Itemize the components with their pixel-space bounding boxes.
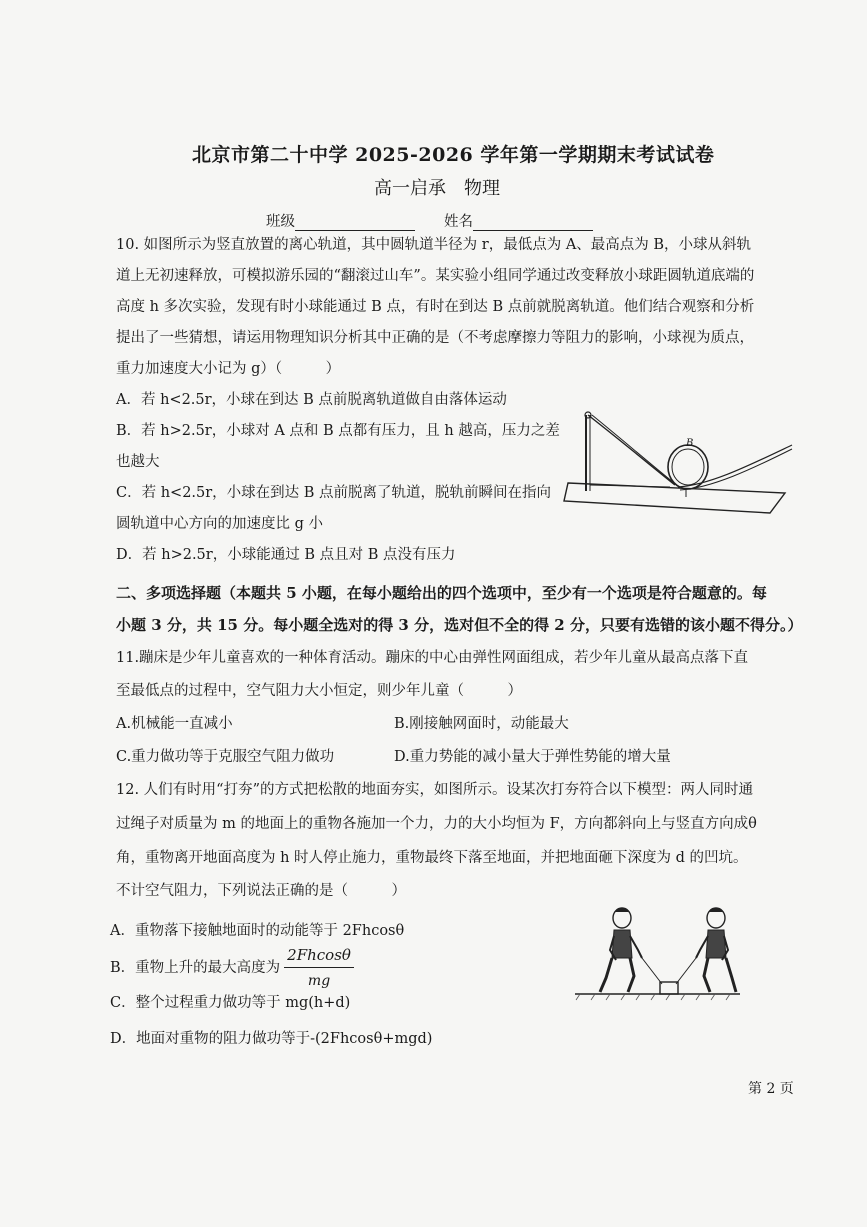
q12-line-2: 过绳子对质量为 m 的地面上的重物各施加一个力，力的大小均恒为 F，方向都斜向上与竖直方向成θ <box>116 816 757 832</box>
page-number: 第 2 页 <box>748 1081 794 1097</box>
q12-line-3: 角，重物离开地面高度为 h 时人停止施力，重物最终下落至地面，并把地面砸下深度为 d 的凹坑。 <box>116 850 748 866</box>
section2-line-2: 小题 3 分，共 15 分。每小题全选对的得 3 分，选对但不全的得 2 分，只要有选错的该小题不得分。） <box>116 616 803 634</box>
q11-line-1: 11.蹦床是少年儿童喜欢的一种体育活动。蹦床的中心由弹性网面组成，若少年儿童从最高点落下直 <box>116 650 749 666</box>
q10-option-c-1: C．若 h<2.5r，小球在到达 B 点前脱离了轨道，脱轨前瞬间在指向 <box>116 485 552 501</box>
q12-line-1: 12. 人们有时用“打夯”的方式把松散的地面夯实，如图所示。设某次打夯符合以下模型：两人同时通 <box>116 782 753 798</box>
fraction-denominator: mg <box>307 973 331 989</box>
q12-option-b-text: B．重物上升的最大高度为 <box>110 960 281 976</box>
q12-option-b <box>110 944 354 992</box>
point-b-label: B <box>686 438 694 449</box>
name-label: 姓名 <box>444 214 473 230</box>
q12-option-a: A．重物落下接触地面时的动能等于 2Fhcosθ <box>110 923 405 939</box>
q11-line-2: 至最低点的过程中，空气阻力大小恒定，则少年儿童（ ） <box>116 683 522 699</box>
q10-option-c-2: 圆轨道中心方向的加速度比 g 小 <box>116 516 323 532</box>
class-blank <box>295 216 415 231</box>
q10-option-a: A．若 h<2.5r，小球在到达 B 点前脱离轨道做自由落体运动 <box>116 392 507 408</box>
q10-option-b-2: 也越大 <box>116 454 160 470</box>
loop-track-figure <box>560 405 795 520</box>
name-blank <box>473 216 593 231</box>
q11-option-c: C.重力做功等于克服空气阻力做功 <box>116 749 335 765</box>
q10-option-b-1: B．若 h>2.5r，小球对 A 点和 B 点都有压力，且 h 越高，压力之差 <box>116 423 560 439</box>
class-field <box>266 210 415 231</box>
q12-option-c: C．整个过程重力做功等于 mg(h+d) <box>110 995 351 1011</box>
q12-option-d: D．地面对重物的阻力做功等于-(2Fhcosθ+mgd) <box>110 1031 433 1047</box>
q11-option-a: A.机械能一直减小 <box>116 716 233 732</box>
q10-line-1: 10. 如图所示为竖直放置的离心轨道，其中圆轨道半径为 r，最低点为 A、最高点为 B，小球从斜轨 <box>116 237 752 253</box>
q10-line-2: 道上无初速释放，可模拟游乐园的“翻滚过山车”。某实验小组同学通过改变释放小球距圆轨道底端的 <box>116 268 755 284</box>
name-field <box>444 210 593 231</box>
section2-line-1: 二、多项选择题（本题共 5 小题，在每小题给出的四个选项中，至少有一个选项是符合题意的。每 <box>116 584 767 602</box>
exam-subtitle: 高一启承 物理 <box>374 178 500 199</box>
q12-line-4: 不计空气阻力，下列说法正确的是（ ） <box>116 883 406 899</box>
q11-option-d: D.重力势能的减小量大于弹性势能的增大量 <box>394 749 671 765</box>
fraction-numerator: 2Fhcosθ <box>284 944 354 968</box>
class-label: 班级 <box>266 214 295 230</box>
q10-line-4: 提出了一些猜想，请运用物理知识分析其中正确的是（不考虑摩擦力等阻力的影响，小球视为质点， <box>116 330 754 346</box>
q10-option-d: D．若 h>2.5r，小球能通过 B 点且对 B 点没有压力 <box>116 547 456 563</box>
tamping-figure <box>570 900 745 1005</box>
q11-option-b: B.刚接触网面时，动能最大 <box>394 716 569 732</box>
q10-line-5: 重力加速度大小记为 g）（ ） <box>116 361 341 377</box>
q12-option-b-fraction <box>284 944 354 992</box>
q10-line-3: 高度 h 多次实验，发现有时小球能通过 B 点，有时在到达 B 点前就脱离轨道。他们结合观察和分析 <box>116 299 755 315</box>
exam-title: 北京市第二十中学 2025-2026 学年第一学期期末考试试卷 <box>192 144 715 166</box>
